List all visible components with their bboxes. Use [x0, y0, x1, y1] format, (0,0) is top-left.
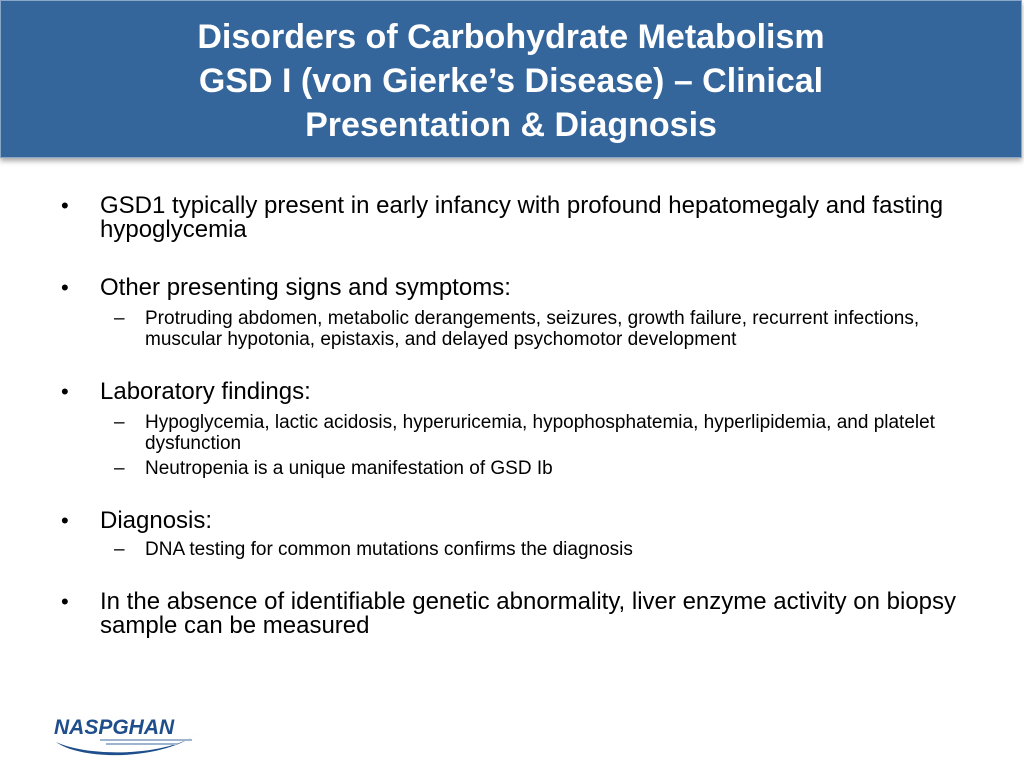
sub-bullet-4-1-text: DNA testing for common mutations confirms the diagnosis — [145, 539, 633, 560]
sub-bullet-3-1-text: Hypoglycemia, lactic acidosis, hyperuricemia, hypophosphatemia, hyperlipidemia, and platelet dysfunction — [145, 412, 935, 454]
bullet-4-text: Diagnosis: — [100, 507, 213, 534]
sub-bullet-3-1 — [0, 412, 1024, 454]
bullet-5 — [0, 590, 1024, 638]
sub-bullet-2-1 — [0, 308, 1024, 350]
bullet-4 — [0, 509, 1024, 533]
sub-bullet-2-1-text: Protruding abdomen, metabolic derangements, seizures, growth failure, recurrent infections, muscular hypotonia, epistaxis, and delayed psychomotor development — [145, 308, 920, 350]
sub-bullet-3-2-text: Neutropenia is a unique manifestation of GSD Ib — [145, 458, 553, 479]
bullet-marker: • — [61, 275, 69, 300]
title-line-2: GSD I (von Gierke’s Disease) – Clinical — [198, 62, 824, 100]
slide-content — [0, 194, 1024, 638]
sub-bullet-4-1 — [0, 539, 1024, 560]
bullet-marker: • — [61, 193, 69, 218]
naspghan-logo-graphic — [50, 712, 210, 762]
bullet-2-text: Other presenting signs and symptoms: — [100, 274, 511, 301]
title-line-1: Disorders of Carbohydrate Metabolism — [197, 18, 825, 56]
logo-wordmark: NASPGHAN — [54, 716, 175, 739]
sub-marker: – — [114, 412, 125, 433]
sub-bullet-3-2 — [0, 458, 1024, 479]
bullet-3 — [0, 380, 1024, 404]
bullet-2 — [0, 276, 1024, 300]
bullet-marker: • — [61, 379, 69, 404]
bullet-5-text: In the absence of identifiable genetic abnormality, liver enzyme activity on biopsy sample can be measured — [100, 588, 957, 639]
logo-tagline-line-1 — [100, 739, 192, 741]
bullet-marker: • — [61, 589, 69, 614]
logo-tagline-line-2 — [106, 743, 178, 745]
title-line-3: Presentation & Diagnosis — [305, 106, 717, 144]
bullet-1-text: GSD1 typically present in early infancy with profound hepatomegaly and fasting hypoglycemia — [100, 192, 944, 243]
sub-marker: – — [114, 308, 125, 329]
sub-marker: – — [114, 458, 125, 479]
bullet-3-text: Laboratory findings: — [100, 378, 311, 405]
bullet-marker: • — [61, 508, 69, 533]
sub-marker: – — [114, 539, 125, 560]
bullet-1 — [0, 194, 1024, 242]
title-bar — [0, 0, 1022, 158]
naspghan-logo — [50, 712, 210, 762]
